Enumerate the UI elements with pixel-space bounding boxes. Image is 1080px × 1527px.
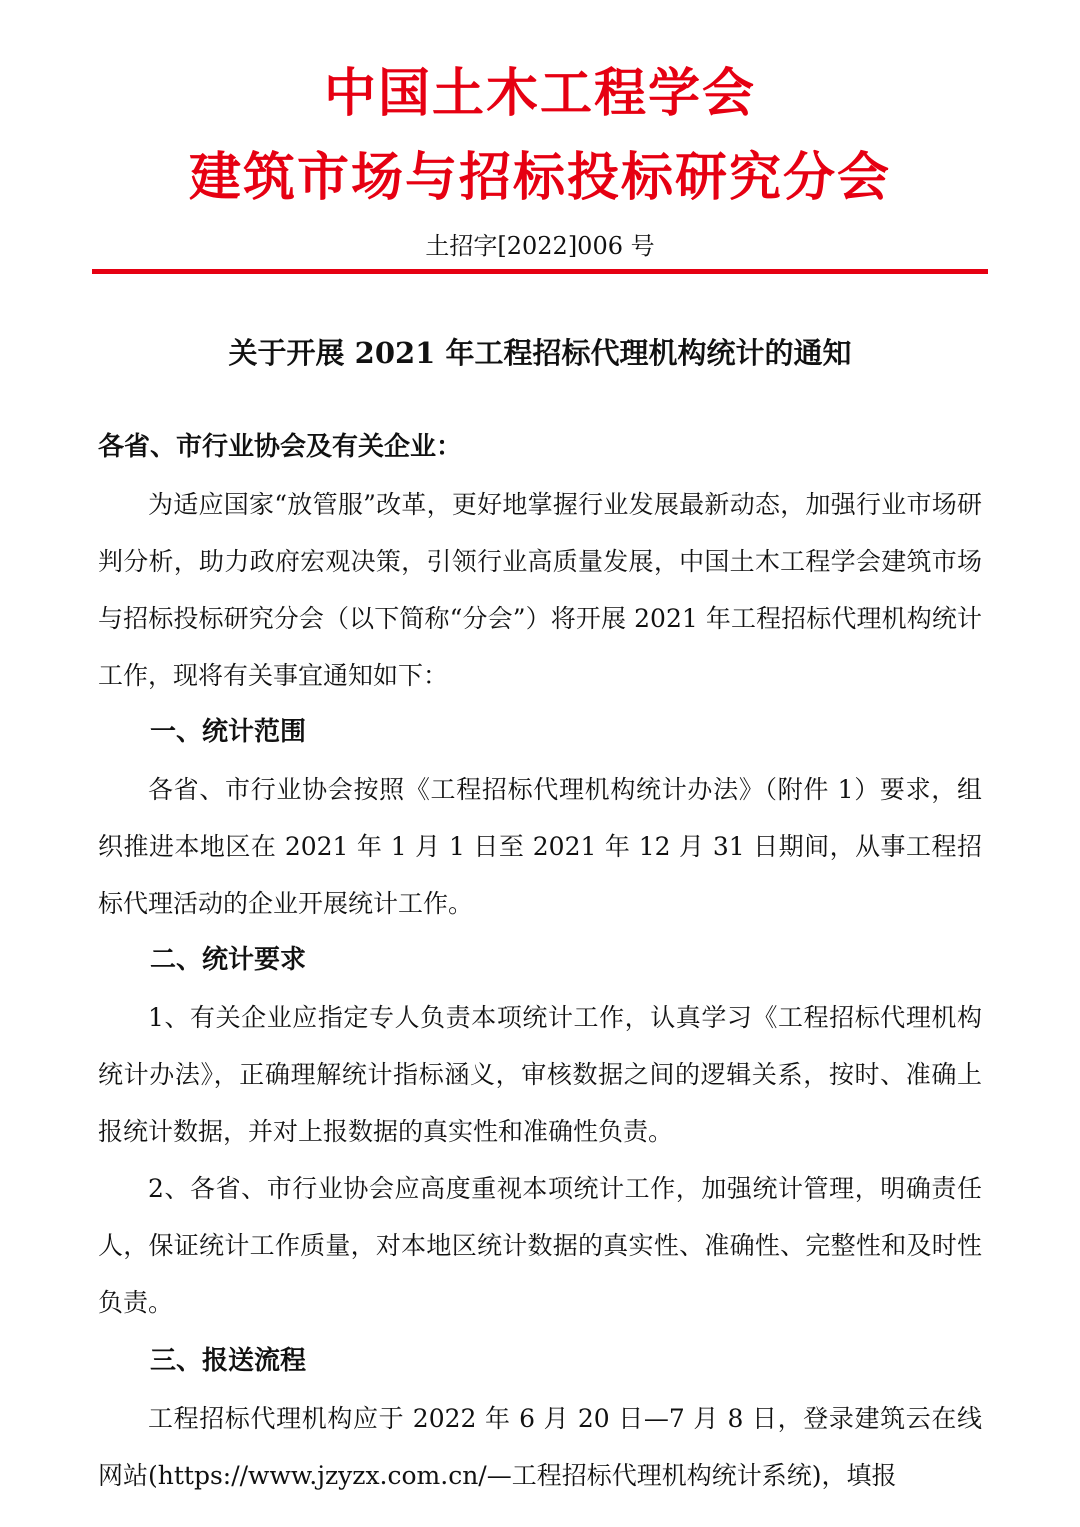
process-paragraph: 工程招标代理机构应于 2022 年 6 月 20 日—7 月 8 日，登录建筑云在线网站(https://www.jzyzx.com.cn/—工程招标代理机构统计系统)，填报 — [98, 1404, 982, 1490]
org-name-line1: 中国土木工程学会 — [323, 63, 756, 124]
org-name-line2: 建筑市场与招标投标研究分会 — [188, 147, 891, 208]
section-heading-scope: 一、统计范围 — [150, 717, 307, 747]
notice-title: 关于开展 2021 年工程招标代理机构统计的通知 — [228, 336, 852, 370]
document-number: 土招字[2022]006 号 — [425, 232, 655, 260]
salutation: 各省、市行业协会及有关企业： — [98, 432, 463, 462]
section-heading-requirements: 二、统计要求 — [150, 945, 307, 975]
red-header-divider — [92, 269, 988, 274]
requirements-paragraph-1: 1、有关企业应指定专人负责本项统计工作，认真学习《工程招标代理机构统计办法》，正确理解统计指标涵义，审核数据之间的逻辑关系，按时、准确上报统计数据，并对上报数据的真实性和准确性负责。 — [98, 1003, 982, 1146]
section-heading-process: 三、报送流程 — [150, 1346, 307, 1376]
requirements-paragraph-2: 2、各省、市行业协会应高度重视本项统计工作，加强统计管理，明确责任人，保证统计工作质量，对本地区统计数据的真实性、准确性、完整性和及时性负责。 — [98, 1174, 982, 1317]
intro-paragraph: 为适应国家“放管服”改革，更好地掌握行业发展最新动态，加强行业市场研判分析，助力政府宏观决策，引领行业高质量发展，中国土木工程学会建筑市场与招标投标研究分会（以下简称“分会”）将开展 2021 年工程招标代理机构统计工作，现将有关事宜通知如下： — [98, 490, 982, 690]
scope-paragraph: 各省、市行业协会按照《工程招标代理机构统计办法》（附件 1）要求，组织推进本地区在 2021 年 1 月 1 日至 2021 年 12 月 31 日期间，从事工程招标代理活动的企业开展统计工作。 — [98, 775, 982, 918]
